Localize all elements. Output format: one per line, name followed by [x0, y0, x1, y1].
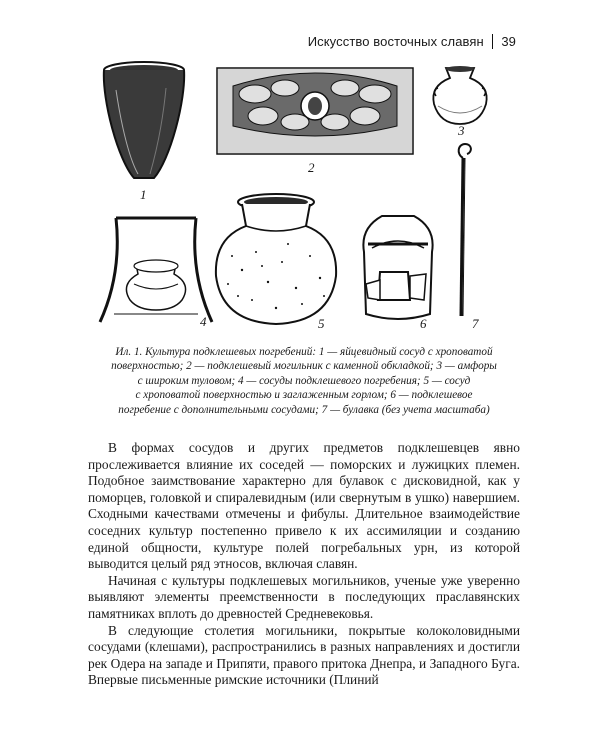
paragraph: В следующие столетия могильники, покрытые колоколовидными сосудами (клешами), распространились в разных направлениях и достигли рек Одера на западе и Припяти, правого притока Днепра, и Западного Буга. Впервые письменные римские источники (Плиний: [88, 622, 520, 688]
figure-label-4: 4: [200, 314, 207, 329]
caption-line: поверхностью; 2 — подклешевый могильник с каменной обкладкой; 3 — амфоры: [111, 360, 497, 373]
running-header: [0, 34, 516, 49]
caption-line: с широким туловом; 4 — сосуды подклешевого погребения; 5 — сосуд: [137, 374, 471, 387]
vessel-5-drawing: [212, 192, 340, 328]
pin-7-drawing: [448, 140, 478, 318]
figure-caption: [88, 345, 520, 417]
burial-2-drawing: [215, 66, 415, 156]
figure-label-2: 2: [308, 160, 315, 175]
paragraph: В формах сосудов и других предметов подклешевцев явно прослеживается влияние их соседей — поморских и лужицких племен. Подобное заимствование характерно для булавок с дисковидной, как у поморцев, головкой и спиралевидным (или свернутым в ушко) навершием. Сходными качествами отмечены и фибулы. Длительное взаимодействие соседних культур постепенно привело к их ассимиляции и созданию единой общности, культуре полей погребальных урн, из которой выводится целый ряд этносов, включая славян.: [88, 440, 520, 572]
header-title: Искусство восточных славян: [307, 34, 484, 49]
bell-burial-4-drawing: [96, 214, 216, 326]
header-separator: [492, 34, 494, 49]
caption-line: Ил. 1. Культура подклешевых погребений: 1 — яйцевидный сосуд с хроповатой: [115, 346, 493, 358]
body-text: [88, 440, 520, 689]
page-number: 39: [501, 34, 516, 49]
figure-label-5: 5: [318, 316, 325, 331]
figure-label-7: 7: [472, 316, 479, 331]
figure-label-3: 3: [458, 123, 465, 138]
amphora-3-drawing: [428, 62, 492, 128]
caption-line: погребение с дополнительными сосудами; 7 — булавка (без учета масштаба): [118, 403, 490, 416]
figure-label-1: 1: [140, 187, 147, 202]
caption-line: с хроповатой поверхностью и заглаженным горлом; 6 — подклешевое: [135, 389, 473, 402]
figure-label-6: 6: [420, 316, 427, 331]
burial-6-drawing: [358, 214, 438, 326]
vessel-1-drawing: [96, 60, 192, 188]
paragraph: Начиная с культуры подклешевых могильников, ученые уже уверенно выявляют элементы преемственности в последующих праславянских памятниках вплоть до древностей Средневековья.: [88, 572, 520, 621]
